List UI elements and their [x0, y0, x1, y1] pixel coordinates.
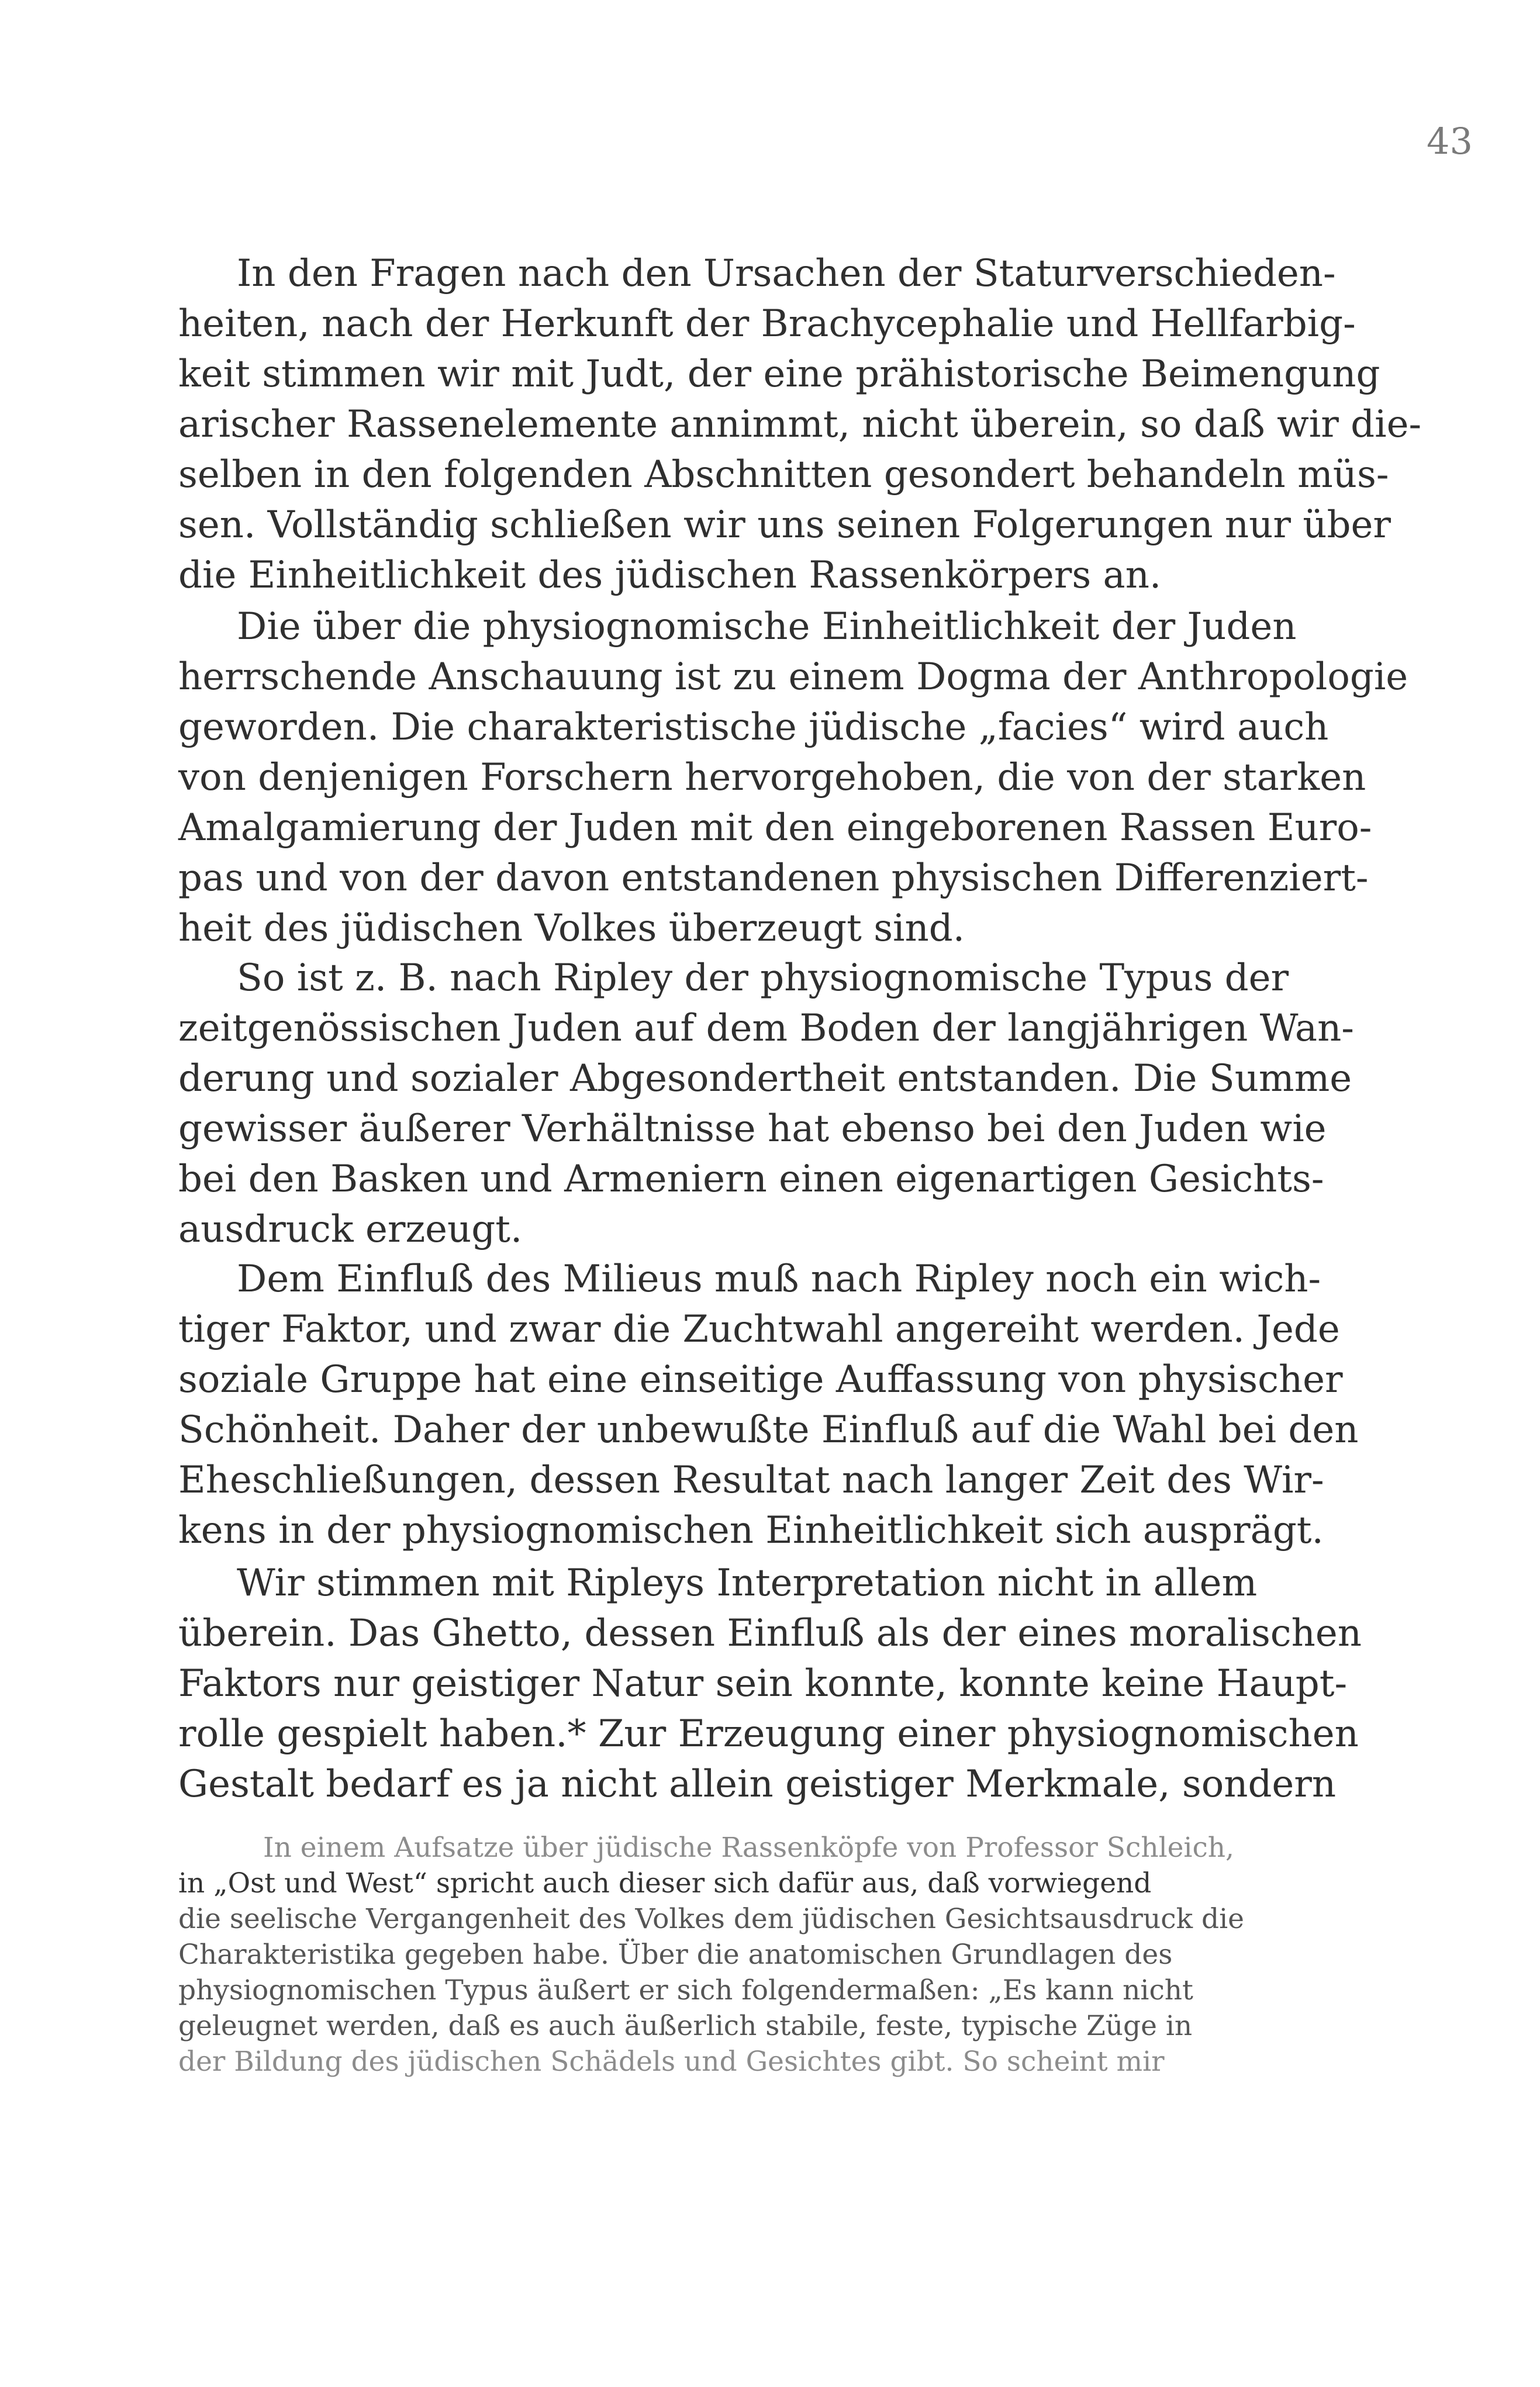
paragraph-5	[178, 1558, 1362, 1809]
text-line: überein. Das Ghetto, dessen Einfluß als der eines moralischen	[178, 1612, 1362, 1655]
text-line: kens in der physiognomischen Einheitlichkeit sich ausprägt.	[178, 1509, 1324, 1552]
text-line: So ist z. B. nach Ripley der physiognomische Typus der	[237, 956, 1289, 1000]
text-line: Amalgamierung der Juden mit den eingeborenen Rassen Euro-	[178, 806, 1372, 849]
text-line: bei den Basken und Armeniern einen eigenartigen Gesichts-	[178, 1158, 1324, 1201]
footnote-line: die seelische Vergangenheit des Volkes dem jüdischen Gesichtsausdruck die	[178, 1903, 1244, 1935]
text-line: arischer Rassenelemente annimmt, nicht überein, so daß wir die-	[178, 403, 1422, 446]
text-line: herrschende Anschauung ist zu einem Dogma der Anthropologie	[178, 655, 1408, 699]
text-line: Gestalt bedarf es ja nicht allein geistiger Merkmale, sondern	[178, 1763, 1337, 1806]
text-line: keit stimmen wir mit Judt, der eine prähistorische Beimengung	[178, 353, 1380, 396]
footnote-line: In einem Aufsatze über jüdische Rassenköpfe von Professor Schleich,	[263, 1832, 1234, 1864]
paragraph-4	[178, 1254, 1359, 1556]
text-line: Dem Einfluß des Milieus muß nach Ripley noch ein wich-	[237, 1258, 1321, 1301]
text-line: heiten, nach der Herkunft der Brachycephalie und Hellfarbig-	[178, 302, 1356, 346]
paragraph-3	[178, 953, 1354, 1255]
text-line: rolle gespielt haben.* Zur Erzeugung einer physiognomischen	[178, 1712, 1359, 1756]
text-line: selben in den folgenden Abschnitten gesondert behandeln müs-	[178, 453, 1389, 496]
footnote-line: physiognomischen Typus äußert er sich folgendermaßen: „Es kann nicht	[178, 1974, 1193, 2006]
footnote-line: Charakteristika gegeben habe. Über die anatomischen Grundlagen des	[178, 1939, 1173, 1971]
text-line: heit des jüdischen Volkes überzeugt sind.	[178, 907, 965, 950]
text-line: sen. Vollständig schließen wir uns seinen Folgerungen nur über	[178, 503, 1391, 547]
text-line: von denjenigen Forschern hervorgehoben, die von der starken	[178, 756, 1366, 799]
text-line: pas und von der davon entstandenen physischen Differenziert-	[178, 856, 1369, 900]
text-line: Wir stimmen mit Ripleys Interpretation nicht in allem	[237, 1562, 1258, 1605]
footnote-line: in „Ost und West“ spricht auch dieser sich dafür aus, daß vorwiegend	[178, 1867, 1152, 1899]
text-line: Faktors nur geistiger Natur sein konnte, konnte keine Haupt-	[178, 1662, 1348, 1705]
footnote-line: der Bildung des jüdischen Schädels und Gesichtes gibt. So scheint mir	[178, 2046, 1165, 2078]
text-line: soziale Gruppe hat eine einseitige Auffassung von physischer	[178, 1358, 1343, 1401]
paragraph-1	[178, 248, 1422, 600]
text-line: gewisser äußerer Verhältnisse hat ebenso bei den Juden wie	[178, 1107, 1327, 1151]
text-line: In den Fragen nach den Ursachen der Staturverschieden-	[237, 252, 1336, 295]
text-line: zeitgenössischen Juden auf dem Boden der langjährigen Wan-	[178, 1007, 1354, 1050]
page-number: 43	[1427, 120, 1473, 163]
text-line: Eheschließungen, dessen Resultat nach langer Zeit des Wir-	[178, 1459, 1324, 1502]
text-line: ausdruck erzeugt.	[178, 1208, 523, 1251]
text-line: Die über die physiognomische Einheitlichkeit der Juden	[237, 605, 1297, 648]
text-line: tiger Faktor, und zwar die Zuchtwahl angereiht werden. Jede	[178, 1308, 1340, 1351]
text-line: derung und sozialer Abgesondertheit entstanden. Die Summe	[178, 1057, 1352, 1100]
text-line: Schönheit. Daher der unbewußte Einfluß auf die Wahl bei den	[178, 1408, 1359, 1452]
paragraph-2	[178, 602, 1408, 954]
footnote	[178, 1830, 1292, 2079]
text-line: die Einheitlichkeit des jüdischen Rassenkörpers an.	[178, 554, 1162, 597]
text-line: geworden. Die charakteristische jüdische „facies“ wird auch	[178, 706, 1329, 749]
footnote-line: geleugnet werden, daß es auch äußerlich stabile, feste, typische Züge in	[178, 2010, 1193, 2042]
